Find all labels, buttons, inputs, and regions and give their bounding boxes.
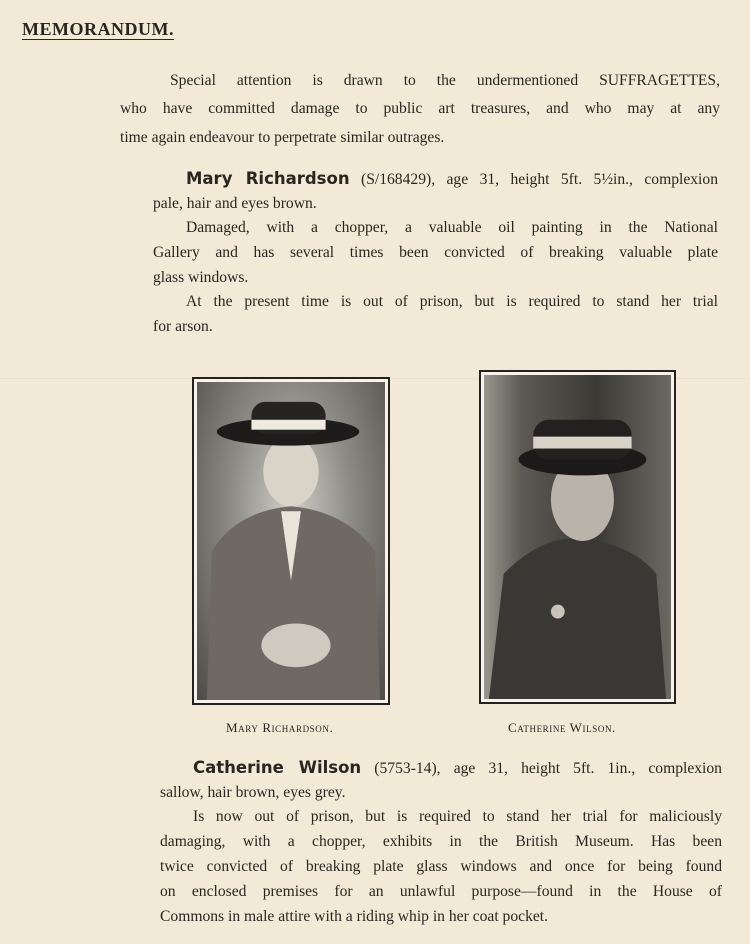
mary-line: pale, hair and eyes brown.	[153, 195, 317, 212]
memo-title: MEMORANDUM.	[22, 19, 174, 39]
intro-line: who have committed damage to public art treasures, and who may at any	[120, 100, 720, 117]
caption-catherine: Catherine Wilson.	[508, 720, 616, 735]
catherine-name: Catherine Wilson	[193, 758, 362, 777]
catherine-line: sallow, hair brown, eyes grey.	[160, 784, 346, 801]
mary-line: for arson.	[153, 318, 213, 335]
catherine-line-1: Catherine Wilson (5753-14), age 31, height 5ft. 1in., complexion	[193, 758, 722, 777]
photo-mary-richardson	[192, 377, 390, 705]
photo-catherine-wilson	[479, 370, 676, 704]
caption-mary: Mary Richardson.	[226, 720, 334, 735]
catherine-line: twice convicted of breaking plate glass windows and once for being found	[160, 858, 722, 875]
mary-line: At the present time is out of prison, but is required to stand her trial	[186, 293, 718, 310]
catherine-line: on enclosed premises for an unlawful purpose—found in the House of	[160, 883, 722, 900]
mary-line: Gallery and has several times been convicted of breaking valuable plate	[153, 244, 718, 261]
intro-line: time again endeavour to perpetrate similar outrages.	[120, 129, 445, 146]
mary-name: Mary Richardson	[186, 169, 350, 188]
mary-line-1: Mary Richardson (S/168429), age 31, height 5ft. 5½in., complexion	[186, 169, 718, 188]
intro-line: Special attention is drawn to the undermentioned SUFFRAGETTES,	[170, 72, 720, 89]
catherine-line: Commons in male attire with a riding whip in her coat pocket.	[160, 908, 549, 925]
mary-line: glass windows.	[153, 269, 249, 286]
mary-line: Damaged, with a chopper, a valuable oil painting in the National	[186, 219, 718, 236]
catherine-line: damaging, with a chopper, exhibits in the British Museum. Has been	[160, 833, 722, 850]
catherine-line: Is now out of prison, but is required to stand her trial for maliciously	[193, 808, 722, 825]
